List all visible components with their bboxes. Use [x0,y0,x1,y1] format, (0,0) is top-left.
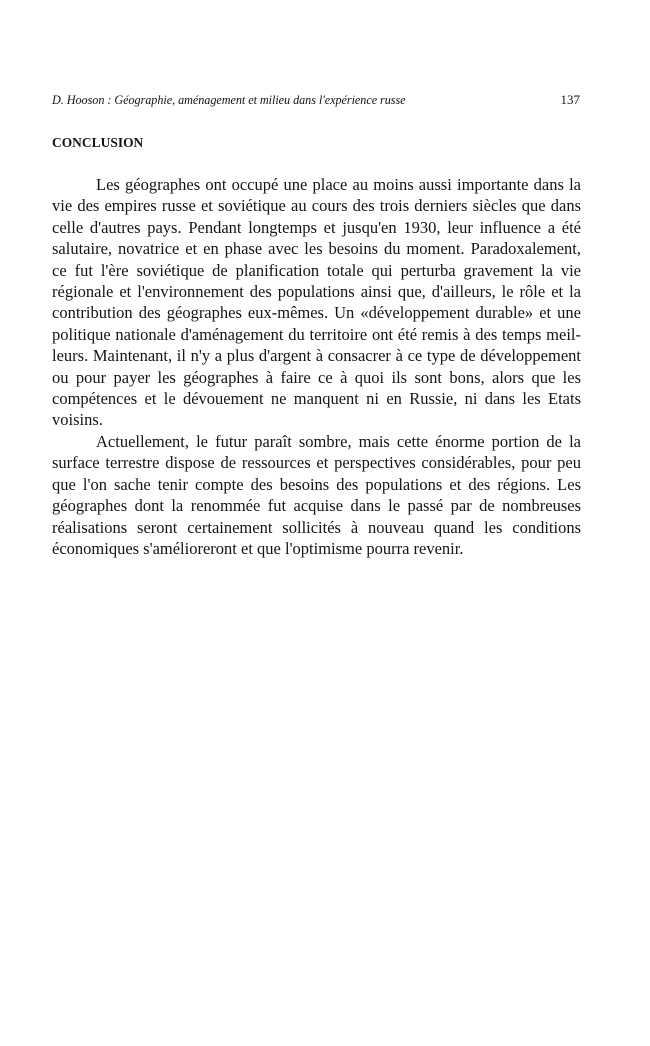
running-header [52,91,580,109]
running-title: D. Hooson : Géographie, aménagement et milieu dans l'expérience russe [52,93,406,107]
paragraph-1: Les géographes ont occupé une place au moins aussi importante dans la vie des empires russe et soviétique au cours des trois derniers siècles que dans celle d'autres pays. Pendant longtemps et jusqu'en 1930, leur influence a été salutaire, novatrice et en phase avec les besoins du moment. Paradoxalement, ce fut l'ère soviétique de planification totale qui perturba gravement la vie régionale et l'environnement des populations ainsi que, d'ailleurs, le rôle et la contribution des géographes eux-mêmes. Un «développement durable» et une politique nationale d'aménagement du territoire ont été remis à des temps meilleurs. Maintenant, il n'y a plus d'argent à consacrer à ce type de développement ou pour payer les géographes à faire ce à quoi ils sont bons, alors que les compétences et le dévouement ne manquent ni en Russie, ni dans les Etats voisins. [52,175,581,430]
section-heading: CONCLUSION [52,135,144,150]
paragraph-2: Actuellement, le futur paraît sombre, mais cette énorme portion de la surface terrestre dispose de ressources et perspectives considérables, pour peu que l'on sache tenir compte des besoins des populations et des régions. Les géographes dont la renommée fut acquise dans le passé par de nombreuses réalisations seront certainement sollicités à nouveau quand les conditions économiques s'amélioreront et que l'optimisme pourra revenir. [52,431,581,558]
page-number: 137 [560,92,580,107]
body-text [52,174,581,559]
